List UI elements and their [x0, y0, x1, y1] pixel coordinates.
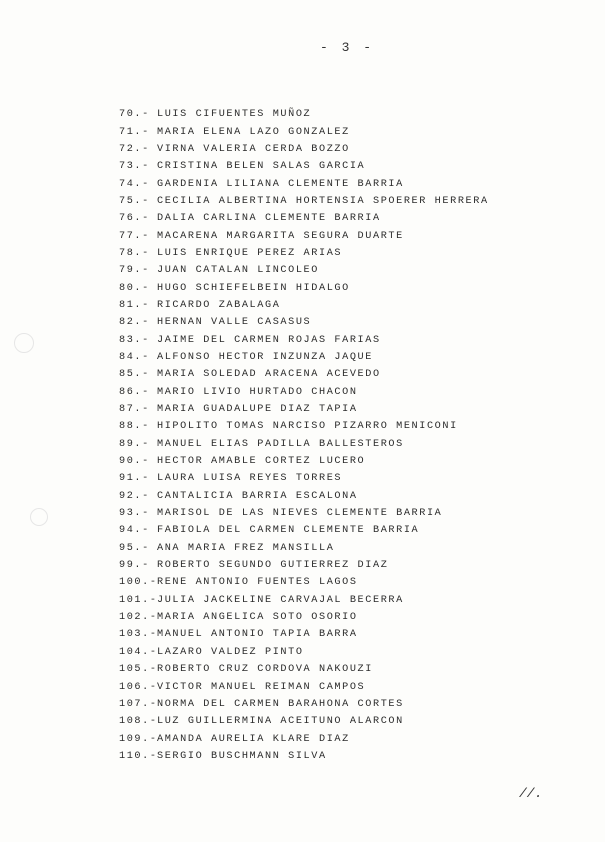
entry-number: 95.- — [119, 542, 150, 554]
list-item — [119, 245, 559, 262]
list-item — [119, 262, 559, 279]
list-item — [119, 748, 559, 765]
entry-name: ROBERTO SEGUNDO GUTIERREZ DIAZ — [157, 560, 389, 572]
entry-number: 74.- — [119, 178, 150, 190]
list-item — [119, 574, 559, 591]
list-item — [119, 436, 559, 453]
list-item — [119, 453, 559, 470]
entry-number: 72.- — [119, 143, 150, 155]
list-item — [119, 609, 559, 626]
list-item — [119, 331, 559, 348]
entry-number: 85.- — [119, 369, 150, 381]
list-item — [119, 401, 559, 418]
entry-number: 70.- — [119, 109, 150, 121]
list-item — [119, 505, 559, 522]
entry-number: 105.- — [119, 664, 158, 676]
entry-number: 89.- — [119, 438, 150, 450]
entry-name: ROBERTO CRUZ CORDOVA NAKOUZI — [157, 664, 373, 676]
entry-number: 75.- — [119, 195, 150, 207]
entry-name: JUAN CATALAN LINCOLEO — [157, 265, 319, 277]
entry-name: MANUEL ELIAS PADILLA BALLESTEROS — [157, 438, 404, 450]
entry-number: 86.- — [119, 386, 150, 398]
list-item — [119, 730, 559, 747]
entry-number: 71.- — [119, 126, 150, 138]
entry-number: 94.- — [119, 525, 150, 537]
list-item — [119, 227, 559, 244]
entry-name: LAZARO VALDEZ PINTO — [157, 646, 304, 658]
entry-name: ALFONSO HECTOR INZUNZA JAQUE — [157, 351, 373, 363]
entry-number: 81.- — [119, 299, 150, 311]
entry-name: GARDENIA LILIANA CLEMENTE BARRIA — [157, 178, 404, 190]
list-item — [119, 349, 559, 366]
entry-name: MACARENA MARGARITA SEGURA DUARTE — [157, 230, 404, 242]
entry-name: LUIS ENRIQUE PEREZ ARIAS — [157, 247, 343, 259]
list-item — [119, 297, 559, 314]
entry-number: 104.- — [119, 646, 158, 658]
list-item — [119, 279, 559, 296]
entry-number: 88.- — [119, 421, 150, 433]
entry-name: LUZ GUILLERMINA ACEITUNO ALARCON — [157, 716, 404, 728]
entry-number: 77.- — [119, 230, 150, 242]
entry-name: RICARDO ZABALAGA — [157, 299, 281, 311]
list-item — [119, 141, 559, 158]
entry-name: MARIA ELENA LAZO GONZALEZ — [157, 126, 350, 138]
list-item — [119, 210, 559, 227]
list-item — [119, 696, 559, 713]
continuation-mark: //. — [519, 786, 543, 801]
list-item — [119, 418, 559, 435]
entry-name: HERNAN VALLE CASASUS — [157, 317, 312, 329]
entry-number: 107.- — [119, 698, 158, 710]
list-item — [119, 626, 559, 643]
entry-name: MARIA GUADALUPE DIAZ TAPIA — [157, 404, 358, 416]
entry-name: FABIOLA DEL CARMEN CLEMENTE BARRIA — [157, 525, 420, 537]
hole-punch-mark — [30, 508, 48, 526]
entry-number: 78.- — [119, 247, 150, 259]
entry-number: 109.- — [119, 733, 158, 745]
entry-number: 80.- — [119, 282, 150, 294]
list-item — [119, 384, 559, 401]
name-list — [119, 106, 559, 765]
entry-number: 101.- — [119, 594, 158, 606]
entry-name: VIRNA VALERIA CERDA BOZZO — [157, 143, 350, 155]
entry-number: 93.- — [119, 508, 150, 520]
entry-name: SERGIO BUSCHMANN SILVA — [157, 750, 327, 762]
entry-number: 110.- — [119, 750, 158, 762]
entry-name: HECTOR AMABLE CORTEZ LUCERO — [157, 456, 366, 468]
entry-number: 87.- — [119, 404, 150, 416]
entry-name: MARIO LIVIO HURTADO CHACON — [157, 386, 358, 398]
entry-number: 76.- — [119, 213, 150, 225]
entry-name: MANUEL ANTONIO TAPIA BARRA — [157, 629, 358, 641]
hole-punch-mark — [14, 333, 34, 353]
list-item — [119, 592, 559, 609]
list-item — [119, 644, 559, 661]
entry-name: NORMA DEL CARMEN BARAHONA CORTES — [157, 698, 404, 710]
entry-name: LUIS CIFUENTES MUÑOZ — [157, 109, 312, 121]
entry-name: CRISTINA BELEN SALAS GARCIA — [157, 161, 366, 173]
list-item — [119, 106, 559, 123]
entry-name: MARIA ANGELICA SOTO OSORIO — [157, 612, 358, 624]
entry-name: CECILIA ALBERTINA HORTENSIA SPOERER HERRERA — [157, 195, 489, 207]
entry-number: 99.- — [119, 560, 150, 572]
entry-number: 82.- — [119, 317, 150, 329]
list-item — [119, 366, 559, 383]
list-item — [119, 193, 559, 210]
entry-name: DALIA CARLINA CLEMENTE BARRIA — [157, 213, 381, 225]
entry-number: 79.- — [119, 265, 150, 277]
list-item — [119, 661, 559, 678]
list-item — [119, 713, 559, 730]
entry-number: 84.- — [119, 351, 150, 363]
list-item — [119, 123, 559, 140]
list-item — [119, 522, 559, 539]
entry-number: 106.- — [119, 681, 158, 693]
entry-name: ANA MARIA FREZ MANSILLA — [157, 542, 335, 554]
entry-number: 73.- — [119, 161, 150, 173]
entry-number: 91.- — [119, 473, 150, 485]
entry-number: 83.- — [119, 334, 150, 346]
entry-name: CANTALICIA BARRIA ESCALONA — [157, 490, 358, 502]
entry-name: HUGO SCHIEFELBEIN HIDALGO — [157, 282, 350, 294]
entry-name: HIPOLITO TOMAS NARCISO PIZARRO MENICONI — [157, 421, 458, 433]
entry-name: AMANDA AURELIA KLARE DIAZ — [157, 733, 350, 745]
entry-name: JAIME DEL CARMEN ROJAS FARIAS — [157, 334, 381, 346]
entry-name: MARIA SOLEDAD ARACENA ACEVEDO — [157, 369, 381, 381]
list-item — [119, 557, 559, 574]
entry-number: 102.- — [119, 612, 158, 624]
list-item — [119, 175, 559, 192]
entry-name: LAURA LUISA REYES TORRES — [157, 473, 343, 485]
entry-number: 100.- — [119, 577, 158, 589]
entry-number: 90.- — [119, 456, 150, 468]
entry-name: MARISOL DE LAS NIEVES CLEMENTE BARRIA — [157, 508, 443, 520]
list-item — [119, 314, 559, 331]
list-item — [119, 158, 559, 175]
entry-name: JULIA JACKELINE CARVAJAL BECERRA — [157, 594, 404, 606]
list-item — [119, 470, 559, 487]
list-item — [119, 488, 559, 505]
entry-name: RENE ANTONIO FUENTES LAGOS — [157, 577, 358, 589]
list-item — [119, 678, 559, 695]
page-number: - 3 - — [320, 40, 375, 55]
entry-name: VICTOR MANUEL REIMAN CAMPOS — [157, 681, 366, 693]
entry-number: 103.- — [119, 629, 158, 641]
entry-number: 92.- — [119, 490, 150, 502]
entry-number: 108.- — [119, 716, 158, 728]
list-item — [119, 540, 559, 557]
